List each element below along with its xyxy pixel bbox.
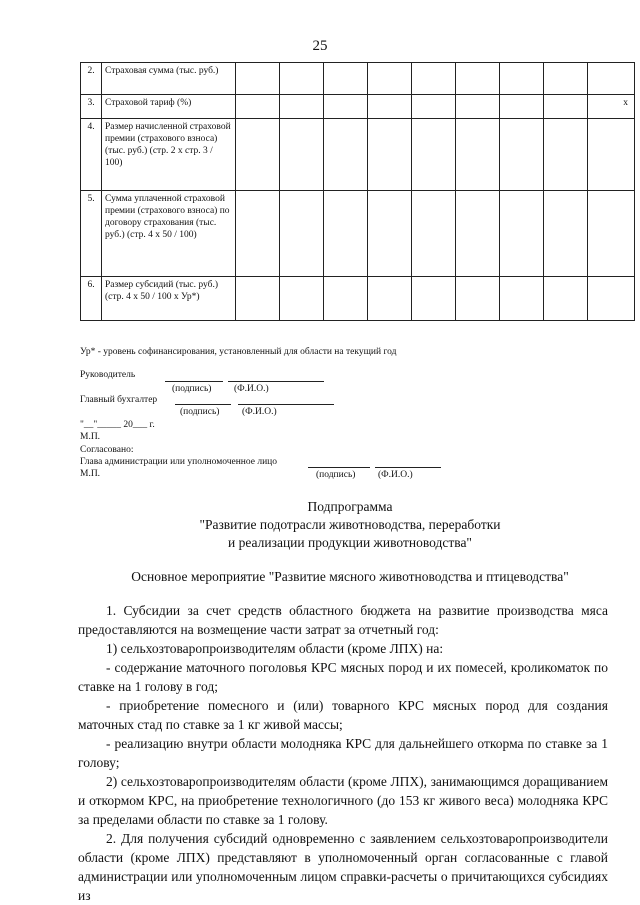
row-number: 2. (81, 63, 102, 95)
subprogram-name-line2: и реализации продукции животноводства" (228, 535, 472, 550)
admin-head-label: Глава администрации или уполномоченное лицо (80, 457, 278, 467)
document-body (78, 601, 608, 905)
stamp-place: М.П. (80, 432, 101, 442)
paragraph-1-1b: - приобретение помесного и (или) товарного КРС мясных пород для создания маточных стад по ставке за 1 кг живой массы; (78, 698, 608, 732)
sign-caption: (подпись) (316, 470, 356, 480)
signature-line (165, 381, 223, 382)
table-row (81, 63, 635, 95)
chief-accountant-label: Главный бухгалтер (80, 395, 158, 405)
fio-caption: (Ф.И.О.) (378, 470, 413, 480)
sign-caption: (подпись) (172, 384, 212, 394)
paragraph-2: 2. Для получения субсидий одновременно с заявлением сельхозтоваропроизводители области (кроме ЛПХ) представляют в уполномоченный орган согласованные с главой администрации или уполномоченным лицом справки-расчеты о причитающихся субсидиях из (78, 831, 608, 903)
subprogram-name-line1: "Развитие подотрасли животноводства, переработки (199, 517, 501, 532)
paragraph-1-1c: - реализацию внутри области молодняка КРС для дальнейшего откорма по ставке за 1 голову; (78, 736, 608, 770)
table-row (81, 119, 635, 191)
head-label: Руководитель (80, 370, 136, 380)
fio-caption: (Ф.И.О.) (242, 407, 277, 417)
stamp-place: М.П. (80, 469, 101, 479)
fio-caption: (Ф.И.О.) (234, 384, 269, 394)
name-line (238, 404, 334, 405)
row-label: Сумма уплаченной страховой премии (страхового взноса) по договору страхования (тыс. руб.) (стр. 4 x 50 / 100) (102, 191, 236, 277)
signature-line (175, 404, 231, 405)
paragraph-1-1a: - содержание маточного поголовья КРС мясных пород и их помесей, кроликоматок по ставке на 1 голову в год; (78, 660, 608, 694)
table-row (81, 95, 635, 119)
row-number: 6. (81, 277, 102, 321)
footnote: Ур* - уровень софинансирования, установленный для области на текущий год (80, 347, 397, 357)
paragraph-1-1: 1) сельхозтоваропроизводителям области (кроме ЛПХ) на: (106, 641, 444, 656)
row-number: 4. (81, 119, 102, 191)
subprogram-title: Подпрограмма (307, 499, 393, 514)
signature-line (308, 467, 370, 468)
row-label: Страховой тариф (%) (102, 95, 236, 119)
agreed-label: Согласовано: (80, 445, 134, 455)
row-number: 5. (81, 191, 102, 277)
paragraph-1: 1. Субсидии за счет средств областного бюджета на развитие производства мяса предоставляются на возмещение части затрат за отчетный год: (78, 603, 608, 637)
row-label: Размер начисленной страховой премии (страхового взноса) (тыс. руб.) (стр. 2 x стр. 3 / 100) (102, 119, 236, 191)
row-number: 3. (81, 95, 102, 119)
date-field: "__"_____ 20___ г. (80, 420, 155, 430)
name-line (375, 467, 441, 468)
name-line (228, 381, 324, 382)
cross-mark: x (588, 95, 635, 119)
row-label: Страховая сумма (тыс. руб.) (102, 63, 236, 95)
sign-caption: (подпись) (180, 407, 220, 417)
page-number: 25 (312, 38, 328, 54)
row-label: Размер субсидий (тыс. руб.) (стр. 4 x 50 / 100 x Ур*) (102, 277, 236, 321)
table-row (81, 191, 635, 277)
paragraph-1-2: 2) сельхозтоваропроизводителям области (кроме ЛПХ), занимающимся доращиванием и откормом КРС, на приобретение технологичного (до 153 кг живого веса) молодняка КРС за пределами области по ставке за 1 голову. (78, 774, 608, 827)
subsidy-calculation-table (80, 62, 635, 321)
table-row (81, 277, 635, 321)
main-activity-heading: Основное мероприятие "Развитие мясного животноводства и птицеводства" (131, 569, 569, 584)
